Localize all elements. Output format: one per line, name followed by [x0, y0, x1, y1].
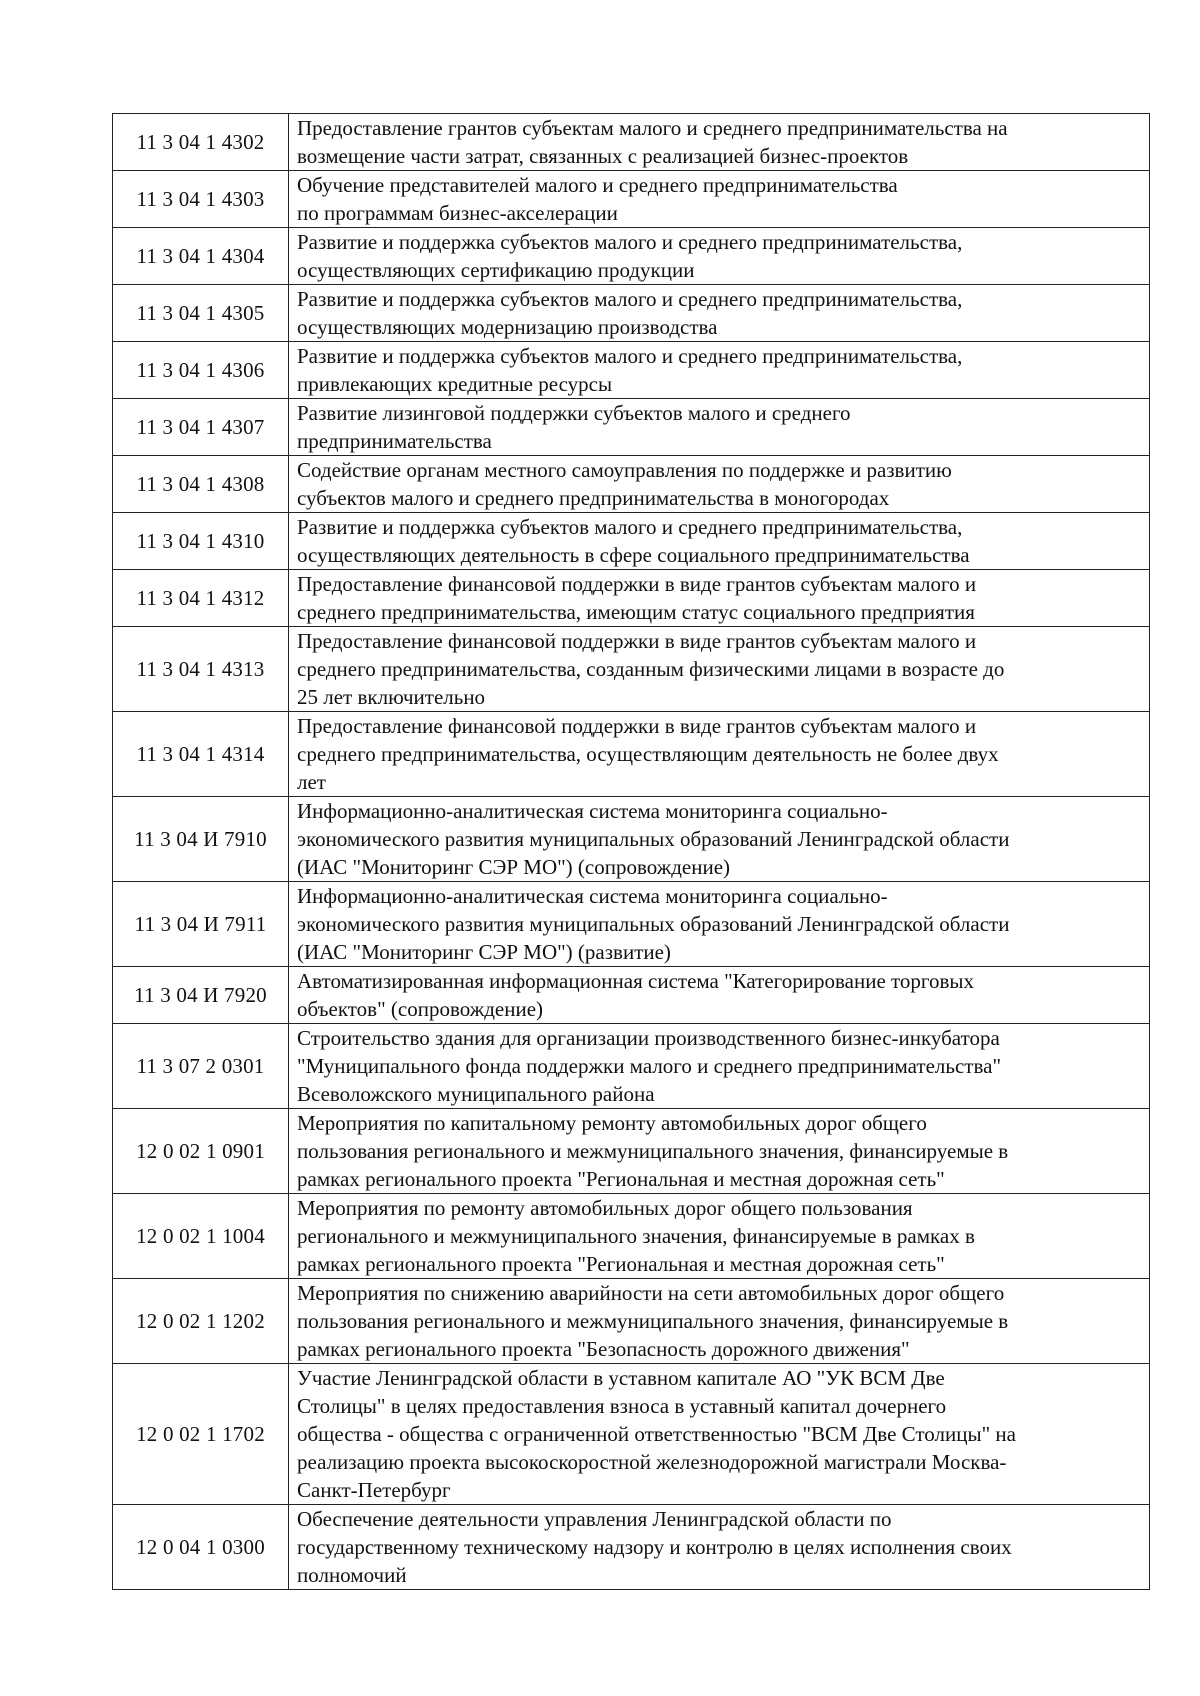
row-description: [289, 1194, 1150, 1279]
description-line: Содействие органам местного самоуправления по поддержке и развитию: [297, 458, 952, 482]
row-code: 12 0 02 1 1004: [113, 1194, 289, 1279]
description-line: пользования регионального и межмуниципального значения, финансируемые в: [297, 1309, 1009, 1333]
description-line: общества - общества с ограниченной ответственностью "ВСМ Две Столицы" на: [297, 1422, 1016, 1446]
row-code: 12 0 04 1 0300: [113, 1505, 289, 1590]
table-row: [113, 399, 1150, 456]
row-code: 11 3 04 1 4306: [113, 342, 289, 399]
row-code: 11 3 04 1 4307: [113, 399, 289, 456]
row-description: [289, 342, 1150, 399]
description-line: Всеволожского муниципального района: [297, 1082, 655, 1106]
description-line: рамках регионального проекта "Региональная и местная дорожная сеть": [297, 1252, 945, 1276]
table-row: [113, 228, 1150, 285]
description-line: объектов" (сопровождение): [297, 997, 544, 1021]
table-row: [113, 712, 1150, 797]
description-line: среднего предпринимательства, осуществляющим деятельность не более двух: [297, 742, 999, 766]
description-line: Мероприятия по снижению аварийности на сети автомобильных дорог общего: [297, 1281, 1005, 1305]
table-row: [113, 797, 1150, 882]
description-line: 25 лет включительно: [297, 685, 486, 709]
row-description: [289, 1109, 1150, 1194]
row-code: 11 3 04 1 4312: [113, 570, 289, 627]
row-code: 12 0 02 1 1702: [113, 1364, 289, 1505]
table-row: [113, 1364, 1150, 1505]
row-description: [289, 882, 1150, 967]
table-row: [113, 1024, 1150, 1109]
row-description: [289, 513, 1150, 570]
row-description: [289, 1279, 1150, 1364]
table-row: [113, 1279, 1150, 1364]
description-line: Развитие лизинговой поддержки субъектов малого и среднего: [297, 401, 851, 425]
table-row: [113, 967, 1150, 1024]
row-code: 11 3 04 1 4314: [113, 712, 289, 797]
description-line: лет: [297, 770, 326, 794]
description-line: Мероприятия по капитальному ремонту автомобильных дорог общего: [297, 1111, 927, 1135]
description-line: Санкт-Петербург: [297, 1478, 451, 1502]
table-row: [113, 627, 1150, 712]
description-line: Предоставление финансовой поддержки в виде грантов субъектам малого и: [297, 714, 977, 738]
table-row: [113, 456, 1150, 513]
row-description: [289, 797, 1150, 882]
table-row: [113, 342, 1150, 399]
table-row: [113, 882, 1150, 967]
description-line: Обучение представителей малого и среднего предпринимательства: [297, 173, 898, 197]
table-row: [113, 1194, 1150, 1279]
description-line: по программам бизнес-акселерации: [297, 201, 618, 225]
description-line: Столицы" в целях предоставления взноса в уставный капитал дочернего: [297, 1394, 947, 1418]
row-description: [289, 228, 1150, 285]
row-description: [289, 285, 1150, 342]
row-description: [289, 1364, 1150, 1505]
budget-classification-table: [112, 113, 1150, 1590]
description-line: регионального и межмуниципального значения, финансируемые в рамках в: [297, 1224, 975, 1248]
row-description: [289, 399, 1150, 456]
description-line: (ИАС "Мониторинг СЭР МО") (сопровождение): [297, 855, 731, 879]
description-line: пользования регионального и межмуниципального значения, финансируемые в: [297, 1139, 1009, 1163]
description-line: субъектов малого и среднего предпринимательства в моногородах: [297, 486, 890, 510]
row-code: 11 3 04 1 4302: [113, 114, 289, 171]
table-row: [113, 570, 1150, 627]
description-line: привлекающих кредитные ресурсы: [297, 372, 613, 396]
row-code: 11 3 04 1 4303: [113, 171, 289, 228]
table-row: [113, 171, 1150, 228]
description-line: Предоставление финансовой поддержки в виде грантов субъектам малого и: [297, 572, 977, 596]
row-description: [289, 967, 1150, 1024]
description-line: осуществляющих деятельность в сфере социального предпринимательства: [297, 543, 970, 567]
description-line: осуществляющих модернизацию производства: [297, 315, 718, 339]
row-description: [289, 712, 1150, 797]
row-description: [289, 114, 1150, 171]
row-code: 11 3 04 И 7920: [113, 967, 289, 1024]
description-line: Строительство здания для организации производственного бизнес-инкубатора: [297, 1026, 1000, 1050]
description-line: реализацию проекта высокоскоростной железнодорожной магистрали Москва-: [297, 1450, 1007, 1474]
row-code: 12 0 02 1 0901: [113, 1109, 289, 1194]
row-code: 11 3 04 1 4304: [113, 228, 289, 285]
row-code: 11 3 04 И 7911: [113, 882, 289, 967]
row-code: 11 3 04 1 4313: [113, 627, 289, 712]
description-line: рамках регионального проекта "Региональная и местная дорожная сеть": [297, 1167, 945, 1191]
description-line: (ИАС "Мониторинг СЭР МО") (развитие): [297, 940, 671, 964]
description-line: Участие Ленинградской области в уставном капитале АО "УК ВСМ Две: [297, 1366, 945, 1390]
table-row: [113, 1109, 1150, 1194]
description-line: рамках регионального проекта "Безопасность дорожного движения": [297, 1337, 910, 1361]
description-line: среднего предпринимательства, имеющим статус социального предприятия: [297, 600, 975, 624]
description-line: Предоставление грантов субъектам малого и среднего предпринимательства на: [297, 116, 1008, 140]
description-line: экономического развития муниципальных образований Ленинградской области: [297, 827, 1010, 851]
description-line: Информационно-аналитическая система мониторинга социально-: [297, 884, 888, 908]
row-description: [289, 1505, 1150, 1590]
row-code: 11 3 04 1 4305: [113, 285, 289, 342]
description-line: Информационно-аналитическая система мониторинга социально-: [297, 799, 888, 823]
description-line: полномочий: [297, 1563, 407, 1587]
description-line: государственному техническому надзору и контролю в целях исполнения своих: [297, 1535, 1012, 1559]
table-body: [113, 114, 1150, 1590]
table-row: [113, 285, 1150, 342]
description-line: предпринимательства: [297, 429, 492, 453]
description-line: экономического развития муниципальных образований Ленинградской области: [297, 912, 1010, 936]
row-code: 11 3 04 И 7910: [113, 797, 289, 882]
row-description: [289, 456, 1150, 513]
row-description: [289, 627, 1150, 712]
description-line: Развитие и поддержка субъектов малого и среднего предпринимательства,: [297, 515, 963, 539]
row-description: [289, 1024, 1150, 1109]
description-line: возмещение части затрат, связанных с реализацией бизнес-проектов: [297, 144, 909, 168]
description-line: "Муниципального фонда поддержки малого и среднего предпринимательства": [297, 1054, 1002, 1078]
row-code: 12 0 02 1 1202: [113, 1279, 289, 1364]
row-code: 11 3 07 2 0301: [113, 1024, 289, 1109]
table-row: [113, 1505, 1150, 1590]
table-row: [113, 513, 1150, 570]
description-line: Развитие и поддержка субъектов малого и среднего предпринимательства,: [297, 344, 963, 368]
table-row: [113, 114, 1150, 171]
description-line: Предоставление финансовой поддержки в виде грантов субъектам малого и: [297, 629, 977, 653]
description-line: Мероприятия по ремонту автомобильных дорог общего пользования: [297, 1196, 913, 1220]
description-line: среднего предпринимательства, созданным физическими лицами в возрасте до: [297, 657, 1005, 681]
row-code: 11 3 04 1 4308: [113, 456, 289, 513]
row-description: [289, 570, 1150, 627]
description-line: Автоматизированная информационная система "Категорирование торговых: [297, 969, 975, 993]
row-code: 11 3 04 1 4310: [113, 513, 289, 570]
description-line: Развитие и поддержка субъектов малого и среднего предпринимательства,: [297, 230, 963, 254]
row-description: [289, 171, 1150, 228]
description-line: Обеспечение деятельности управления Ленинградской области по: [297, 1507, 892, 1531]
description-line: Развитие и поддержка субъектов малого и среднего предпринимательства,: [297, 287, 963, 311]
description-line: осуществляющих сертификацию продукции: [297, 258, 695, 282]
